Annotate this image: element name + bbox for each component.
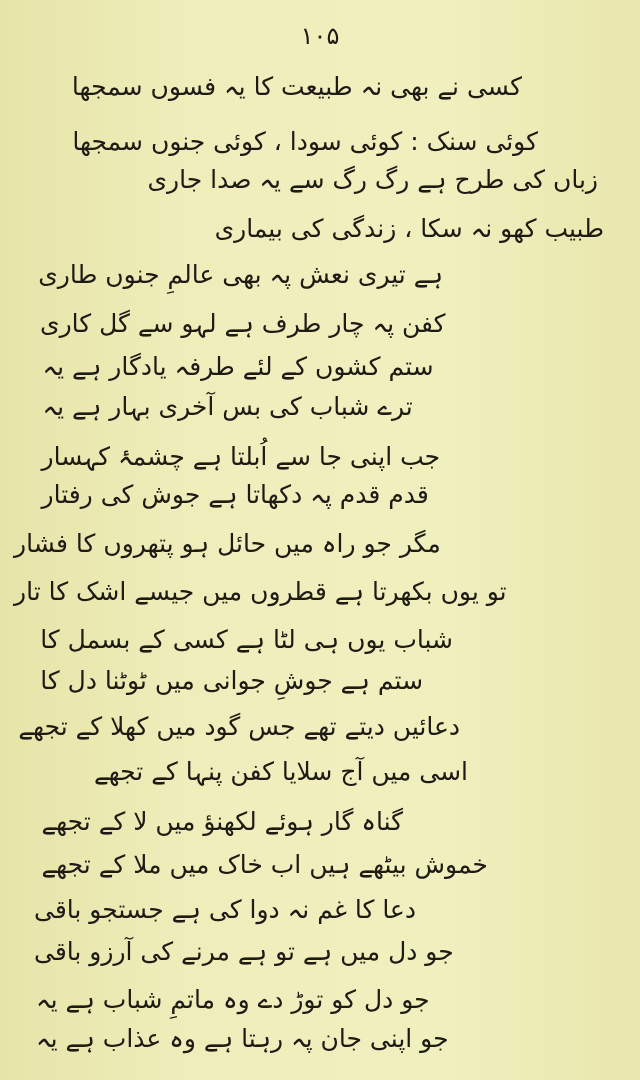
verse-line-19: دعا کا غم نہ دوا کی ہے جستجو باقی	[34, 895, 416, 924]
verse-line-8: ترے شباب کی بس آخری بہار ہے یہ	[42, 392, 413, 421]
verse-line-3: زباں کی طرح ہے رگ رگ سے یہ صدا جاری	[147, 165, 598, 194]
verse-line-6: کفن پہ چار طرف ہے لہو سے گل کاری	[40, 309, 446, 338]
verse-line-10: قدم قدم پہ دکھاتا ہے جوش کی رفتار	[41, 480, 429, 509]
verse-line-15: دعائیں دیتے تھے جس گود میں کھلا کے تجھے	[18, 712, 460, 741]
verse-line-16: اسی میں آج سلایا کفن پنہا کے تجھے	[93, 757, 468, 786]
verse-line-11: مگر جو راہ میں حائل ہو پتھروں کا فشار	[14, 529, 441, 558]
verse-line-20: جو دل میں ہے تو ہے مرنے کی آرزو باقی	[34, 937, 454, 966]
verse-line-22: جو اپنی جان پہ رہتا ہے وہ عذاب ہے یہ	[36, 1024, 449, 1053]
verse-line-7: ستم کشوں کے لئے طرفہ یادگار ہے یہ	[42, 352, 434, 381]
verse-line-4: طبیب کھو نہ سکا ، زندگی کی بیماری	[214, 214, 604, 243]
verse-line-2: کوئی سنک : کوئی سودا ، کوئی جنوں سمجھا	[72, 127, 538, 156]
verse-line-17: گناہ گار ہوئے لکھنؤ میں لا کے تجھے	[41, 807, 404, 836]
verse-line-5: ہے تیری نعش پہ بھی عالمِ جنوں طاری	[38, 260, 444, 289]
verse-line-9: جب اپنی جا سے اُبلتا ہے چشمۂ کہسار	[41, 442, 441, 471]
verse-line-12: تو یوں بکھرتا ہے قطروں میں جیسے اشک کا تار	[14, 577, 507, 606]
verse-line-21: جو دل کو توڑ دے وہ ماتمِ شباب ہے یہ	[36, 985, 430, 1014]
verse-line-13: شباب یوں ہی لٹا ہے کسی کے بسمل کا	[40, 625, 453, 654]
verse-line-1: کسی نے بھی نہ طبیعت کا یہ فسوں سمجھا	[71, 72, 522, 101]
page-number: ۱۰۵	[300, 22, 340, 50]
verse-line-14: ستم ہے جوشِ جوانی میں ٹوٹنا دل کا	[40, 666, 424, 695]
verse-line-18: خموش بیٹھے ہیں اب خاک میں ملا کے تجھے	[41, 850, 488, 879]
